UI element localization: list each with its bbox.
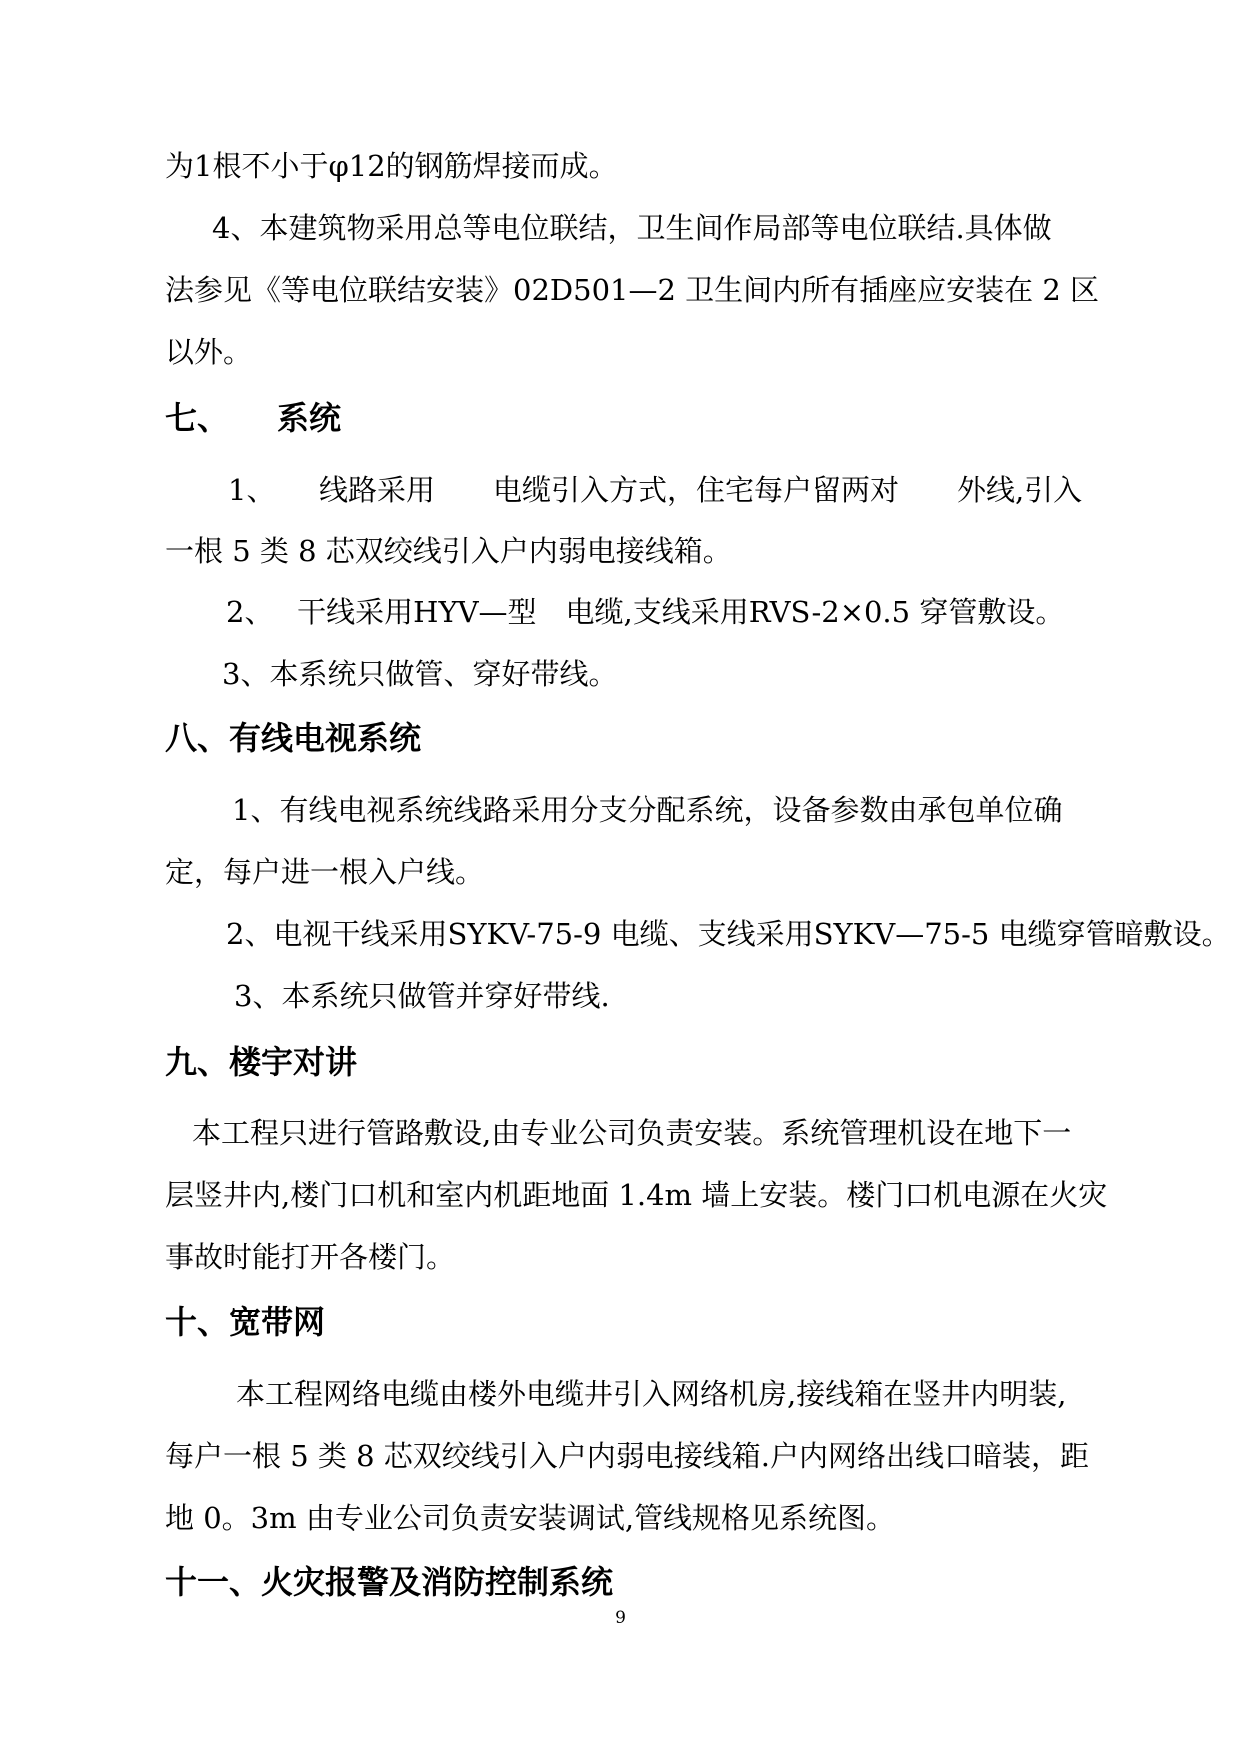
paragraph-line: 为1根不小于φ12的钢筋焊接而成。 [165,149,618,183]
paragraph-line: 1、有线电视系统线路采用分支分配系统，设备参数由承包单位确 [232,793,1063,827]
paragraph-line: 法参见《等电位联结安装》02D501—2 卫生间内所有插座应安装在 2 区 [165,273,1100,307]
paragraph-line: 每户一根 5 类 8 芯双绞线引入户内弱电接线箱.户内网络出线口暗装，距 [165,1439,1089,1473]
paragraph-line: 4、本建筑物采用总等电位联结，卫生间作局部等电位联结.具体做 [212,211,1052,245]
paragraph-line: 一根 5 类 8 芯双绞线引入户内弱电接线箱。 [165,534,732,568]
paragraph-line: 定，每户进一根入户线。 [165,855,485,889]
section-heading-11: 十一、火灾报警及消防控制系统 [165,1563,614,1601]
paragraph-line: 地 0。3m 由专业公司负责安装调试,管线规格见系统图。 [165,1501,896,1535]
paragraph-line: 2、 干线采用HYV—型 电缆,支线采用RVS-2×0.5 穿管敷设。 [226,595,1065,629]
paragraph-line: 3、本系统只做管并穿好带线. [234,979,610,1013]
paragraph-line: 以外。 [165,335,253,369]
paragraph-line: 层竖井内,楼门口机和室内机距地面 1.4m 墙上安装。楼门口机电源在火灾 [165,1178,1108,1212]
section-heading-9: 九、楼宇对讲 [165,1043,358,1081]
paragraph-line: 事故时能打开各楼门。 [165,1240,456,1274]
section-heading-7: 七、 系统 [165,399,342,437]
paragraph-line: 本工程只进行管路敷设,由专业公司负责安装。系统管理机设在地下一 [192,1116,1072,1150]
section-heading-10: 十、宽带网 [165,1303,326,1341]
page-number: 9 [615,1608,626,1628]
section-heading-8: 八、有线电视系统 [165,719,422,757]
paragraph-line: 2、电视干线采用SYKV-75-9 电缆、支线采用SYKV—75-5 电缆穿管暗敷设。 [226,917,1231,951]
paragraph-line: 3、本系统只做管、穿好带线。 [222,657,618,691]
paragraph-line: 1、 线路采用 电缆引入方式，住宅每户留两对 外线,引入 [228,473,1083,507]
paragraph-line: 本工程网络电缆由楼外电缆井引入网络机房,接线箱在竖井内明装, [236,1377,1067,1411]
